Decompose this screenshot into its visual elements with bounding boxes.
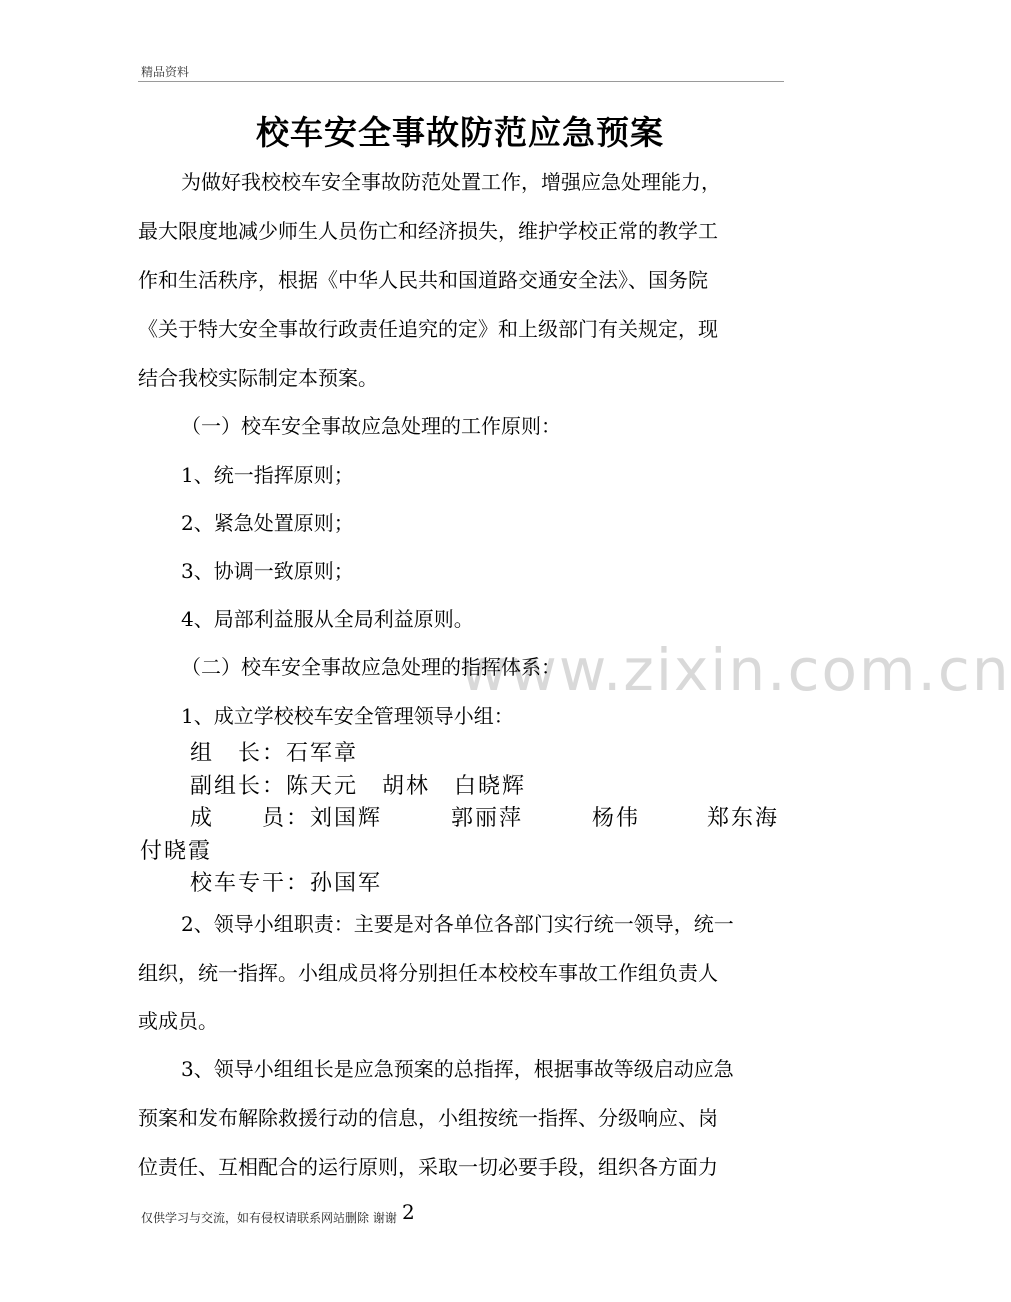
item3-line: 位责任、互相配合的运行原则，采取一切必要手段，组织各方面力 [138, 1155, 718, 1179]
roster-member: 杨伟 [592, 806, 641, 831]
item3-line: 3、领导小组组长是应急预案的总指挥，根据事故等级启动应急 [181, 1057, 734, 1081]
intro-line: 结合我校实际制定本预案。 [138, 366, 378, 390]
intro-line: 作和生活秩序，根据《中华人民共和国道路交通安全法》、国务院 [138, 268, 708, 292]
document-title: 校车安全事故防范应急预案 [256, 113, 664, 152]
principle-item: 1、统一指挥原则； [181, 463, 354, 487]
roster-officer: 校车专干：孙国军 [190, 871, 383, 896]
watermark: www.zixin.com.cn [460, 636, 1011, 704]
intro-line: 最大限度地减少师生人员伤亡和经济损失，维护学校正常的教学工 [138, 219, 718, 243]
item2-line: 或成员。 [138, 1009, 218, 1033]
principle-item: 3、协调一致原则； [181, 559, 354, 583]
roster-deputy: 副组长：陈天元 胡林 白晓辉 [190, 774, 527, 799]
roster-member: 郑东海 [707, 806, 780, 831]
item2-line: 2、领导小组职责：主要是对各单位各部门实行统一领导，统一 [181, 912, 734, 936]
intro-line: 为做好我校校车安全事故防范处置工作，增强应急处理能力， [181, 170, 721, 194]
page-header-label: 精品资料 [141, 65, 190, 79]
principle-item: 4、局部利益服从全局利益原则。 [181, 607, 474, 631]
page-number: 2 [402, 1200, 415, 1224]
command-item-1: 1、成立学校校车安全管理领导小组： [181, 704, 514, 728]
roster-members-label: 成 员：刘国辉 [190, 806, 383, 831]
section-command-heading: （二）校车安全事故应急处理的指挥体系： [181, 655, 561, 679]
footer-disclaimer: 仅供学习与交流，如有侵权请联系网站删除 谢谢 [141, 1211, 397, 1225]
roster-member: 郭丽萍 [451, 806, 524, 831]
roster-leader: 组 长：石军章 [190, 741, 359, 766]
section-principles-heading: （一）校车安全事故应急处理的工作原则： [181, 414, 561, 438]
intro-line: 《关于特大安全事故行政责任追究的定》和上级部门有关规定，现 [138, 317, 718, 341]
item2-line: 组织，统一指挥。小组成员将分别担任本校校车事故工作组负责人 [138, 961, 718, 985]
principle-item: 2、紧急处置原则； [181, 511, 354, 535]
roster-member-continued: 付晓霞 [140, 839, 213, 864]
header-divider [138, 81, 784, 82]
item3-line: 预案和发布解除救援行动的信息，小组按统一指挥、分级响应、岗 [138, 1106, 718, 1130]
